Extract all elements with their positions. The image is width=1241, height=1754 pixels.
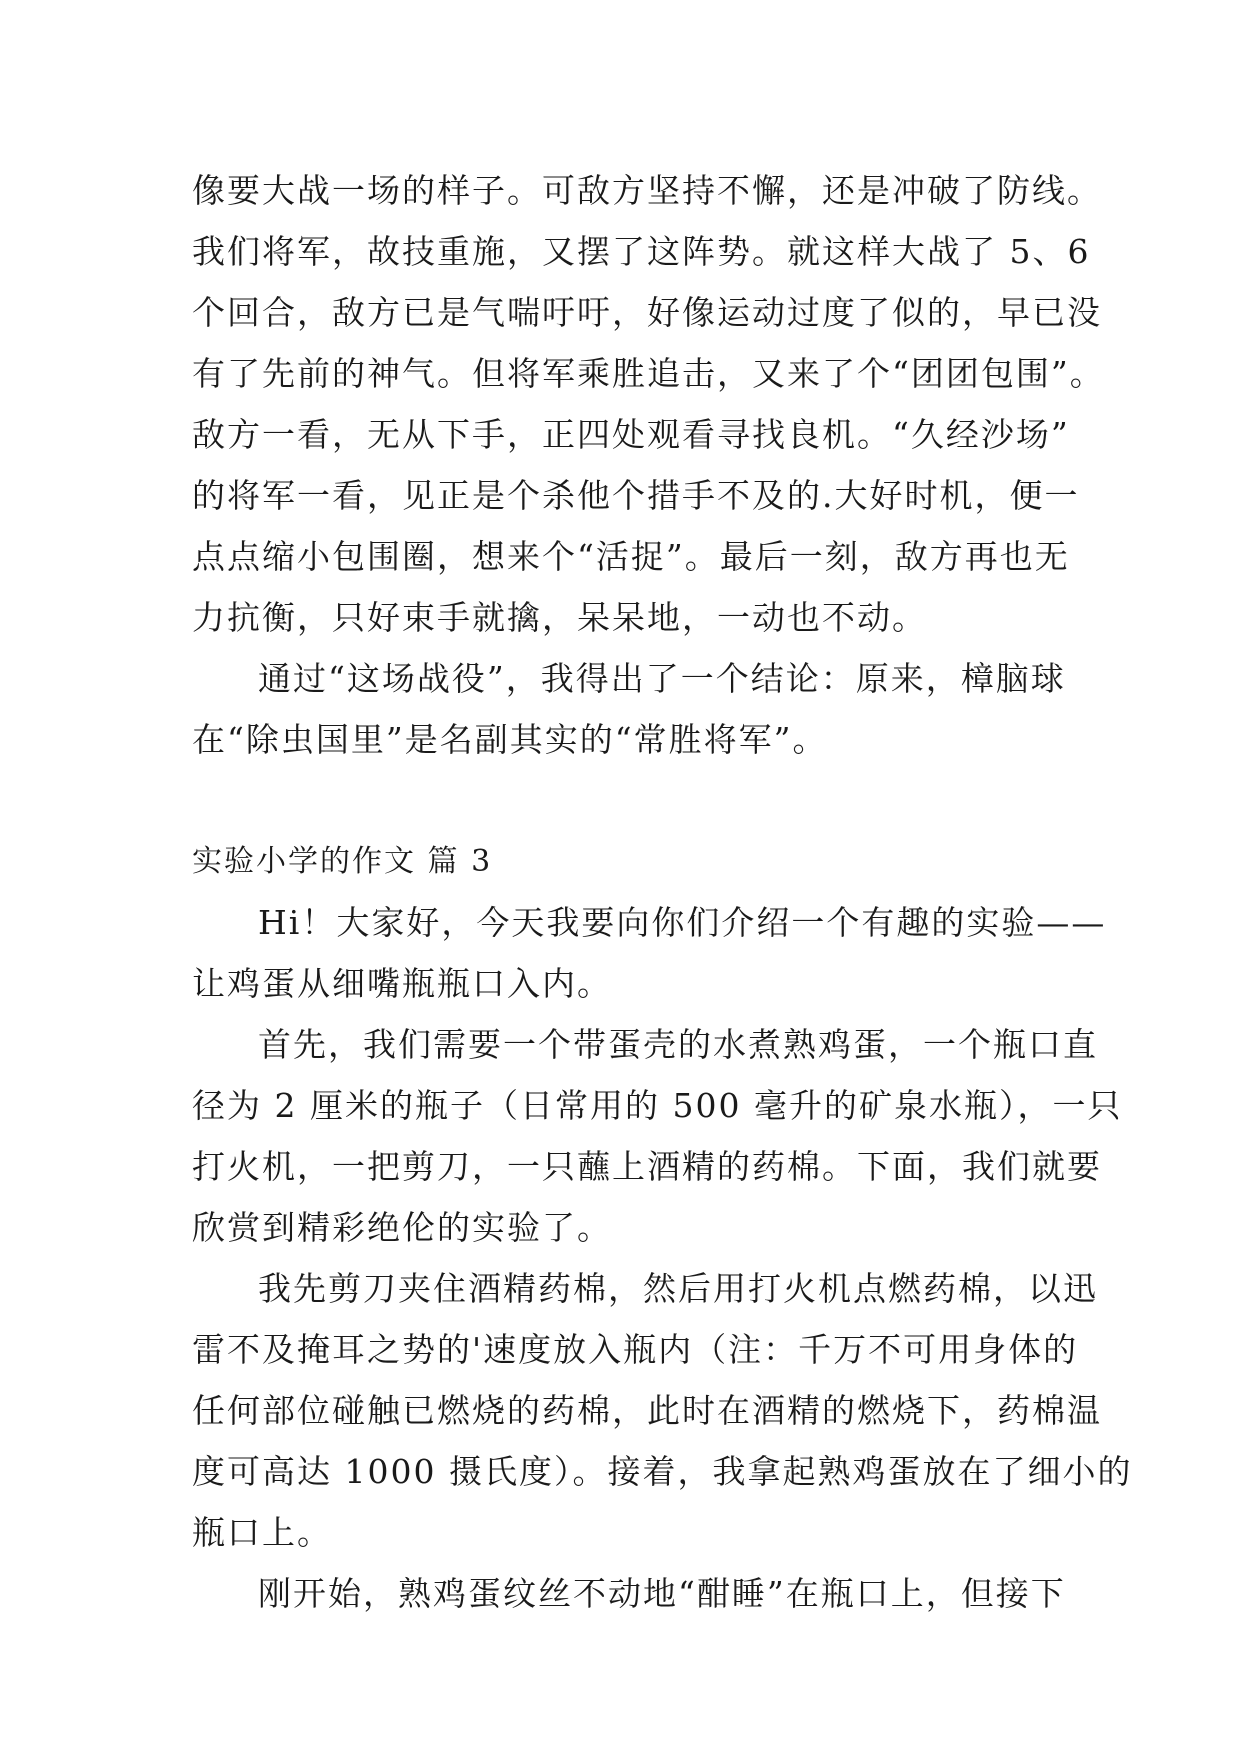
text-line: 径为 2 厘米的瓶子（日常用的 500 毫升的矿泉水瓶），一只 xyxy=(192,1086,1123,1125)
paragraph-battle-continued xyxy=(192,160,1105,648)
text-line: 个回合，敌方已是气喘吁吁，好像运动过度了似的，早已没 xyxy=(192,293,1102,332)
paragraph-materials xyxy=(192,1014,1123,1258)
text-line: 让鸡蛋从细嘴瓶瓶口入内。 xyxy=(192,964,612,1003)
text-line: 首先，我们需要一个带蛋壳的水煮熟鸡蛋，一个瓶口直 xyxy=(258,1025,1098,1064)
paragraph-conclusion xyxy=(192,648,1092,770)
text-line: 有了先前的神气。但将军乘胜追击，又来了个“团团包围”。 xyxy=(192,354,1105,393)
text-line: 我们将军，故技重施，又摆了这阵势。就这样大战了 5、6 xyxy=(192,232,1091,271)
paragraph-intro xyxy=(192,892,1107,1014)
text-line: 的将军一看，见正是个杀他个措手不及的.大好时机，便一 xyxy=(192,476,1080,515)
text-line: 我先剪刀夹住酒精药棉，然后用打火机点燃药棉，以迅 xyxy=(258,1269,1098,1308)
text-line: 敌方一看，无从下手，正四处观看寻找良机。“久经沙场” xyxy=(192,415,1070,454)
text-line: 欣赏到精彩绝伦的实验了。 xyxy=(192,1208,612,1247)
text-line: 度可高达 1000 摄氏度）。接着，我拿起熟鸡蛋放在了细小的 xyxy=(192,1452,1133,1491)
essay-body xyxy=(192,160,1133,1624)
text-line: 像要大战一场的样子。可敌方坚持不懈，还是冲破了防线。 xyxy=(192,171,1102,210)
text-line: 点点缩小包围圈，想来个“活捉”。最后一刻，敌方再也无 xyxy=(192,537,1070,576)
text-line: 刚开始，熟鸡蛋纹丝不动地“酣睡”在瓶口上，但接下 xyxy=(258,1574,1066,1613)
blank-spacer xyxy=(192,770,1092,831)
text-line: 在“除虫国里”是名副其实的“常胜将军”。 xyxy=(192,720,828,759)
essay-heading: 实验小学的作文 篇 3 xyxy=(192,844,493,879)
text-line: Hi！大家好，今天我要向你们介绍一个有趣的实验—— xyxy=(258,903,1107,942)
text-line: 雷不及掩耳之势的'速度放入瓶内（注：千万不可用身体的 xyxy=(192,1330,1079,1369)
paragraph-observation xyxy=(192,1563,1092,1624)
text-line: 瓶口上。 xyxy=(192,1513,332,1552)
text-line: 通过“这场战役”，我得出了一个结论：原来，樟脑球 xyxy=(258,659,1066,698)
paragraph-procedure xyxy=(192,1258,1133,1563)
text-line: 力抗衡，只好束手就擒，呆呆地，一动也不动。 xyxy=(192,598,927,637)
text-line: 打火机，一把剪刀，一只蘸上酒精的药棉。下面，我们就要 xyxy=(192,1147,1102,1186)
text-line: 任何部位碰触已燃烧的药棉，此时在酒精的燃烧下，药棉温 xyxy=(192,1391,1102,1430)
